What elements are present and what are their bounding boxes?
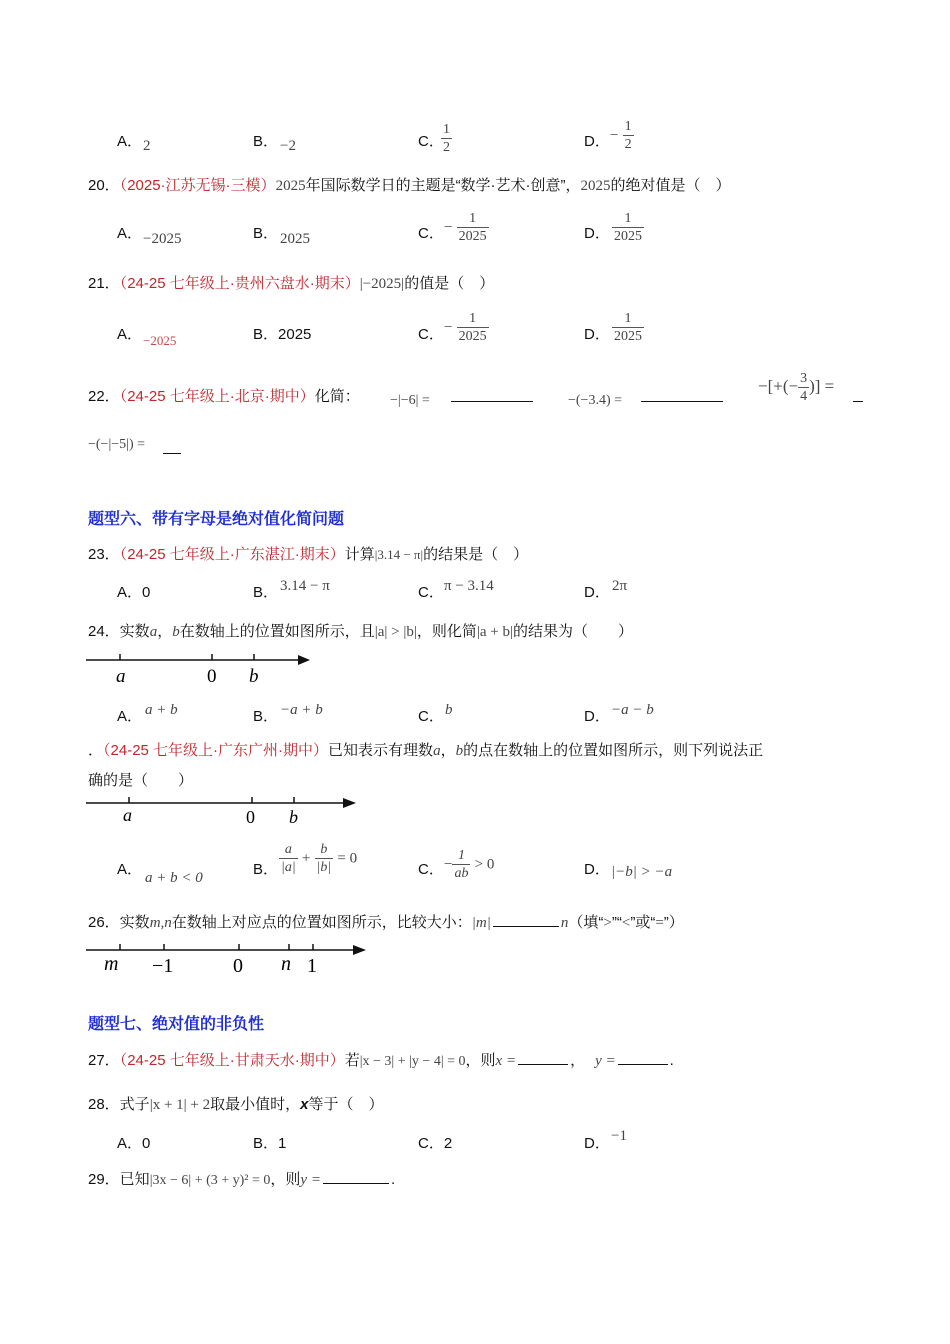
q23-option-b: B．: [253, 584, 279, 601]
q23-stem: 23．（24-25 七年级上·广东湛江·期末）计算|3.14 − π|的结果是（ ）: [88, 546, 529, 563]
q25-option-d: D．: [584, 861, 610, 878]
q23-value-d: 2π: [612, 578, 628, 594]
q23-value-b: 3.14 − π: [280, 578, 330, 594]
q23-option-c: C．: [418, 584, 444, 601]
q23-option-a: A．0: [117, 584, 151, 601]
q20-value-b: 2025: [280, 231, 310, 247]
q23-option-d: D．: [584, 584, 610, 601]
q22-expr-2: −(−3.4) =: [568, 393, 623, 408]
q26-label-m: m: [104, 953, 119, 975]
q27-stem: 27．（24-25 七年级上·甘肃天水·期中）若|x − 3| + |y − 4| = 0，则x = ， y = .: [88, 1052, 674, 1069]
q25-value-d: |−b| > −a: [611, 864, 673, 880]
q26-label-0: 0: [233, 955, 243, 977]
q20-option-c: C．: [418, 225, 444, 242]
q24-axis-arrow: [298, 655, 310, 665]
q20-option-b: B．: [253, 225, 279, 242]
q26-label-n: n: [281, 953, 291, 975]
q25-option-a: A．: [117, 861, 143, 878]
q25-label-0: 0: [246, 807, 255, 827]
q25-stem-line1: ．（24-25 七年级上·广东广州·期中）已知表示有理数a，b的点在数轴上的位置如图所示，则下列说法正: [88, 742, 764, 759]
q20-fraction-c: − $\frac{1}{2025}$: [444, 211, 487, 244]
section-7-heading: 题型七、绝对值的非负性: [88, 1016, 265, 1033]
q21-option-c: C．: [418, 326, 444, 343]
q27-blank-x[interactable]: [518, 1050, 568, 1065]
q25-axis-arrow: [343, 798, 356, 808]
q23-value-c: π − 3.14: [444, 578, 494, 594]
q25-option-c: C．: [418, 861, 444, 878]
q25-stem-line2: 确的是（ ）: [88, 772, 194, 789]
q19-option-c: C．: [418, 133, 444, 150]
q27-blank-y[interactable]: [618, 1050, 668, 1065]
q29-blank[interactable]: [323, 1169, 389, 1184]
q24-option-d: D．: [584, 708, 610, 725]
q26-number-line: [86, 940, 376, 978]
q25-value-b: $\frac{a}{|a|}$ + $\frac{b}{|b|}$ = 0: [281, 842, 358, 875]
q24-number-line: [86, 648, 316, 688]
q28-option-c: C．2: [418, 1135, 453, 1152]
q20-option-a: A．: [117, 225, 143, 242]
q25-number-line: [86, 792, 366, 828]
q24-value-d: −a − b: [611, 702, 654, 718]
q22-blank-1[interactable]: [451, 387, 533, 402]
q25-option-b: B．: [253, 861, 279, 878]
q26-stem: 26．实数m,n在数轴上对应点的位置如图所示，比较大小：|m| n（填“>”“<”或“=”）: [88, 914, 684, 931]
q24-option-b: B．: [253, 708, 279, 725]
q22-blank-4[interactable]: [163, 439, 181, 454]
q22-blank-3[interactable]: [853, 387, 863, 402]
q19-value-b: −2: [280, 138, 296, 154]
q19-option-a: A．: [117, 133, 143, 150]
q21-option-b: B．2025: [253, 326, 312, 343]
q20-option-d: D．: [584, 225, 610, 242]
q22-expr-1: −|−6| =: [390, 393, 430, 408]
q26-label-1: 1: [307, 955, 317, 977]
q28-option-a: A．0: [117, 1135, 151, 1152]
q24-label-0: 0: [207, 666, 217, 687]
q24-label-a: a: [116, 666, 126, 687]
q21-value-a: −2025: [143, 333, 177, 348]
q22-expr-4: −(−|−5|) =: [88, 437, 146, 452]
q25-value-c: − $\frac{1}{ab}$ > 0: [444, 848, 495, 881]
q24-option-a: A．: [117, 708, 143, 725]
q21-option-a: A．: [117, 326, 143, 343]
q26-blank[interactable]: [493, 912, 559, 927]
q28-value-d: −1: [611, 1128, 627, 1144]
q24-value-a: a + b: [145, 702, 178, 718]
q24-value-c: b: [445, 702, 453, 718]
q28-option-b: B．1: [253, 1135, 287, 1152]
q22-stem: 22．（24-25 七年级上·北京·期中）化简：: [88, 388, 360, 405]
q19-option-b: B．: [253, 133, 279, 150]
q21-fraction-c: − $\frac{1}{2025}$: [444, 311, 487, 344]
q22-expr-3: −[+(− $\frac{3}{4}$ )] =: [758, 371, 835, 404]
q21-option-d: D．: [584, 326, 610, 343]
q20-value-a: −2025: [143, 231, 182, 247]
q25-label-a: a: [123, 805, 132, 825]
q19-option-d: D．: [584, 133, 610, 150]
q24-label-b: b: [249, 666, 259, 687]
q22-blank-2[interactable]: [641, 387, 723, 402]
q19-fraction-c: $\frac{1}{2}$: [443, 122, 450, 155]
q20-stem: 20．（2025·江苏无锡·三模）2025年国际数学日的主题是“数学·艺术·创意”，2025的绝对值是（ ）: [88, 177, 731, 194]
q21-fraction-d: $\frac{1}{2025}$: [614, 311, 642, 344]
q26-label-neg1: −1: [152, 955, 174, 977]
q29-stem: 29．已知|3x − 6| + (3 + y)² = 0，则y = .: [88, 1171, 396, 1188]
q25-label-b: b: [289, 807, 298, 827]
q24-stem: 24．实数a，b在数轴上的位置如图所示，且|a| > |b|，则化简|a + b|的结果为（ ）: [88, 623, 634, 640]
q25-value-a: a + b < 0: [145, 870, 203, 886]
q28-stem: 28．式子|x + 1| + 2取最小值时，x等于（ ）: [88, 1096, 384, 1113]
q28-option-d: D．: [584, 1135, 610, 1152]
q21-stem: 21．（24-25 七年级上·贵州六盘水·期末）|−2025|的值是（ ）: [88, 275, 495, 292]
q20-fraction-d: $\frac{1}{2025}$: [614, 211, 642, 244]
q19-value-a: 2: [143, 138, 151, 154]
q19-fraction-d: − $\frac{1}{2}$: [610, 119, 632, 152]
q24-value-b: −a + b: [280, 702, 323, 718]
q26-axis-arrow: [353, 945, 366, 955]
q24-option-c: C．: [418, 708, 444, 725]
section-6-heading: 题型六、带有字母是绝对值化简问题: [88, 511, 345, 528]
